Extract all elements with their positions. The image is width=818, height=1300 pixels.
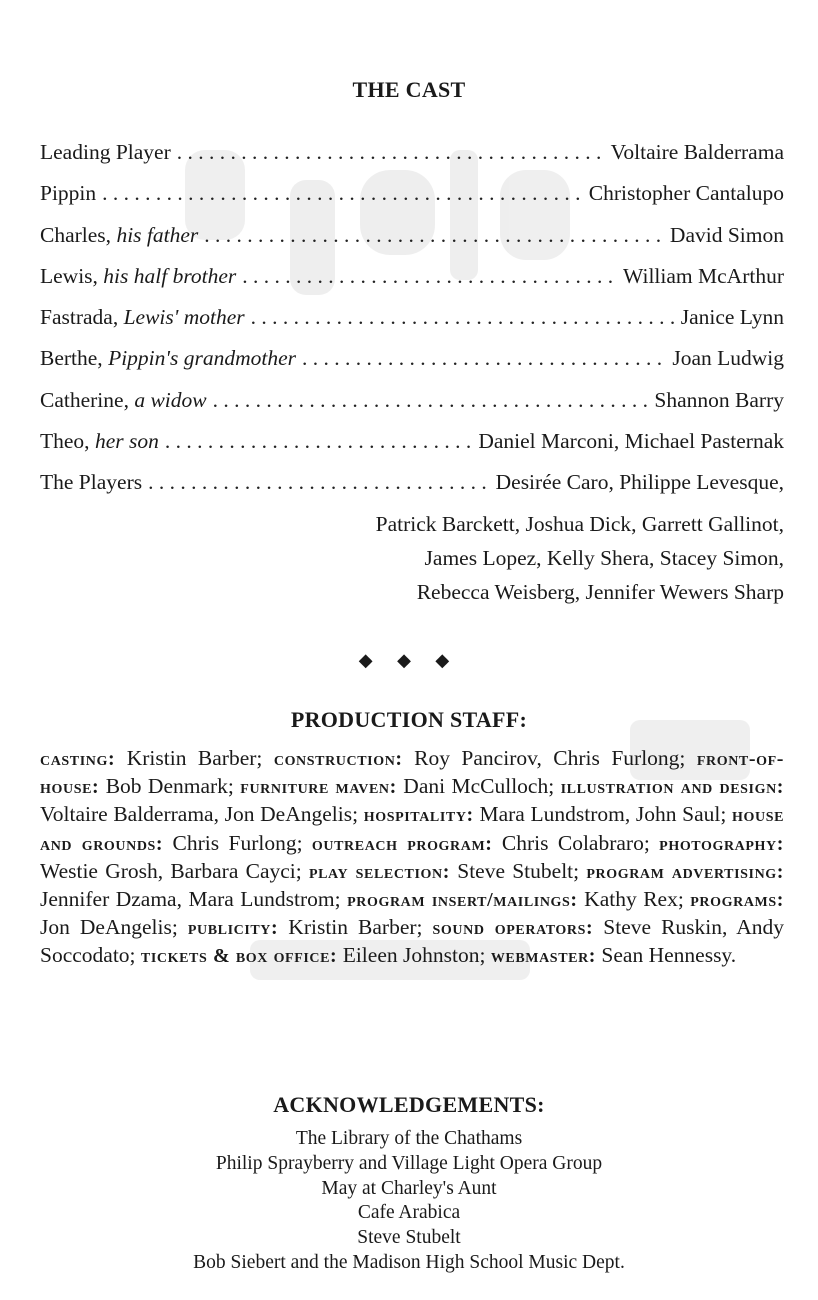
staff-role-label: front-of-house: bbox=[40, 748, 785, 799]
acknowledgement-line: Philip Sprayberry and Village Light Opera Group bbox=[215, 1152, 603, 1174]
cast-row bbox=[40, 264, 784, 305]
staff-names: Mara Lundstrom, John Saul; bbox=[479, 802, 727, 827]
staff-names: Voltaire Balderrama, Jon DeAngelis; bbox=[40, 802, 359, 827]
staff-role-label: photography: bbox=[659, 832, 784, 855]
role-name: Catherine, bbox=[40, 387, 129, 412]
staff-names: Eileen Johnston; bbox=[342, 943, 486, 968]
actor-name: Daniel Marconi, Michael Pasternak bbox=[478, 429, 784, 454]
acknowledgement-line: May at Charley's Aunt bbox=[321, 1177, 497, 1199]
cast-role bbox=[40, 305, 245, 330]
staff-names: Sean Hennessy. bbox=[601, 943, 737, 968]
dot-leader bbox=[165, 429, 472, 454]
section-divider: ◆ ◆ ◆ bbox=[358, 650, 460, 670]
staff-paragraph bbox=[40, 745, 784, 971]
staff-role-label: webmaster: bbox=[490, 945, 597, 968]
role-name: The Players bbox=[40, 470, 143, 495]
staff-names: Jennifer Dzama, Mara Lundstrom; bbox=[40, 887, 341, 912]
staff-names: Kristin Barber; bbox=[126, 746, 263, 770]
staff-names: Kristin Barber; bbox=[288, 915, 423, 940]
staff-role-label: programs: bbox=[690, 889, 785, 912]
staff-names: Jon DeAngelis; bbox=[40, 915, 178, 940]
role-description: Pippin's grandmother bbox=[108, 346, 297, 371]
actor-name: Janice Lynn bbox=[680, 305, 784, 330]
staff-role-label: hospitality: bbox=[363, 804, 474, 827]
cast-role bbox=[40, 181, 96, 206]
staff-role-label: program advertising: bbox=[586, 860, 785, 883]
cast-role bbox=[40, 223, 198, 248]
actor-name: Desirée Caro, Philippe Levesque, bbox=[495, 470, 784, 495]
staff-role-label: tickets & box office: bbox=[140, 945, 338, 968]
cast-row bbox=[40, 470, 784, 511]
acknowledgements-heading: ACKNOWLEDGEMENTS: bbox=[273, 1092, 545, 1117]
staff-role-label: furniture maven: bbox=[240, 776, 397, 799]
staff-role-label: house and grounds: bbox=[40, 804, 785, 855]
staff-role-label: program insert/mailings: bbox=[347, 889, 578, 912]
staff-names: Bob Denmark; bbox=[105, 774, 234, 799]
staff-names: Chris Furlong; bbox=[172, 830, 303, 855]
dot-leader bbox=[177, 140, 605, 165]
dot-leader bbox=[251, 305, 675, 330]
players-line: Patrick Barckett, Joshua Dick, Garrett Gallinot, bbox=[375, 511, 784, 536]
acknowledgement-line: The Library of the Chathams bbox=[295, 1128, 523, 1149]
actor-name: David Simon bbox=[669, 222, 784, 247]
staff-names: Chris Colabraro; bbox=[501, 830, 650, 855]
cast-row bbox=[40, 140, 784, 181]
staff-names: Westie Grosh, Barbara Cayci; bbox=[40, 858, 302, 883]
cast-role bbox=[40, 346, 296, 371]
cast-role bbox=[40, 264, 236, 289]
role-name: Berthe, bbox=[40, 346, 103, 371]
role-description: a widow bbox=[134, 387, 207, 412]
cast-row bbox=[40, 181, 784, 222]
role-description: Lewis' mother bbox=[123, 305, 245, 330]
acknowledgement-line: Cafe Arabica bbox=[357, 1202, 461, 1224]
players-line: Rebecca Weisberg, Jennifer Wewers Sharp bbox=[416, 579, 784, 604]
role-description: her son bbox=[94, 429, 159, 454]
cast-role bbox=[40, 140, 171, 165]
staff-role-label: casting: bbox=[40, 748, 116, 770]
staff-role-label: sound operators: bbox=[432, 917, 594, 940]
cast-row bbox=[40, 388, 784, 429]
role-name: Theo, bbox=[40, 429, 90, 454]
staff-role-label: play selection: bbox=[308, 860, 450, 883]
actor-name: Joan Ludwig bbox=[672, 346, 784, 371]
cast-row bbox=[40, 305, 784, 346]
staff-names: Kathy Rex; bbox=[584, 887, 684, 912]
staff-names: Steve Ruskin, Andy Soccodato; bbox=[40, 915, 784, 968]
staff-role-label: illustration and design: bbox=[560, 776, 785, 799]
role-name: Leading Player bbox=[40, 140, 171, 164]
actor-name: Christopher Cantalupo bbox=[588, 181, 784, 206]
staff-heading: PRODUCTION STAFF: bbox=[290, 707, 528, 732]
staff-names: Roy Pancirov, Chris Furlong; bbox=[414, 746, 686, 770]
role-name: Lewis, bbox=[40, 263, 98, 288]
actor-name: Voltaire Balderrama bbox=[610, 140, 784, 164]
cast-role bbox=[40, 470, 142, 495]
staff-names: Dani McCulloch; bbox=[403, 774, 555, 799]
dot-leader bbox=[302, 346, 666, 371]
role-name: Pippin bbox=[40, 181, 97, 206]
cast-role bbox=[40, 388, 207, 413]
acknowledgement-line: Steve Stubelt bbox=[357, 1227, 461, 1249]
dot-leader bbox=[242, 264, 617, 289]
staff-names: Steve Stubelt; bbox=[457, 858, 580, 883]
cast-role bbox=[40, 429, 159, 454]
players-line: James Lopez, Kelly Shera, Stacey Simon, bbox=[424, 545, 784, 570]
cast-row bbox=[40, 346, 784, 387]
role-name: Fastrada, bbox=[40, 305, 119, 330]
actor-name: William McArthur bbox=[623, 263, 784, 288]
cast-row bbox=[40, 223, 784, 264]
dot-leader bbox=[102, 181, 583, 206]
cast-list bbox=[40, 140, 784, 609]
dot-leader bbox=[204, 223, 664, 248]
dot-leader bbox=[213, 388, 649, 413]
dot-leader bbox=[148, 470, 490, 495]
cast-row bbox=[40, 429, 784, 470]
role-description: his half brother bbox=[103, 263, 237, 288]
acknowledgement-line: Bob Siebert and the Madison High School Music Dept. bbox=[193, 1251, 625, 1273]
actor-name: Shannon Barry bbox=[654, 387, 784, 412]
staff-role-label: outreach program: bbox=[311, 832, 493, 855]
staff-role-label: construction: bbox=[273, 748, 403, 770]
role-description: his father bbox=[116, 222, 199, 247]
cast-heading: THE CAST bbox=[352, 77, 466, 102]
players-continued bbox=[40, 507, 784, 609]
acknowledgements-list bbox=[0, 1127, 818, 1276]
role-name: Charles, bbox=[40, 222, 112, 247]
staff-role-label: publicity: bbox=[187, 917, 279, 940]
